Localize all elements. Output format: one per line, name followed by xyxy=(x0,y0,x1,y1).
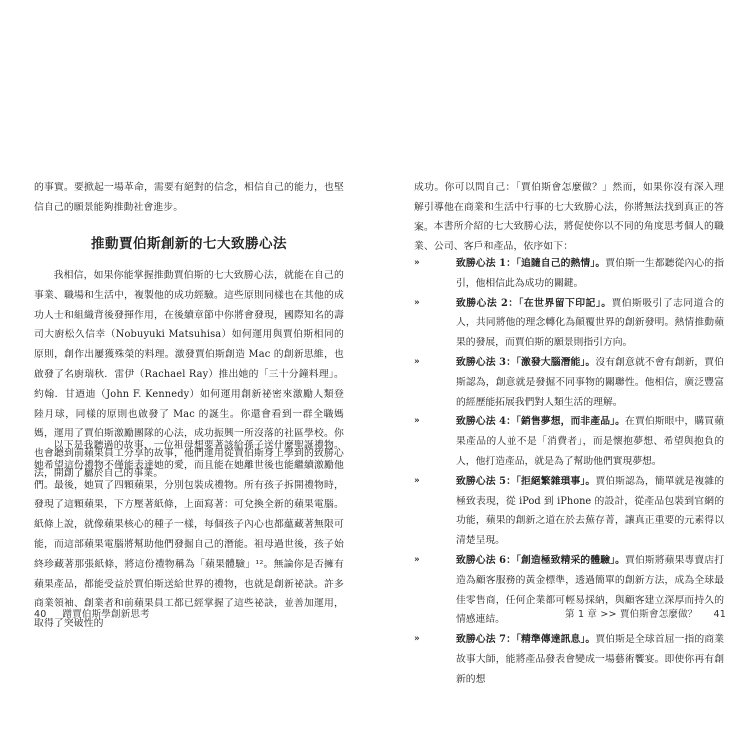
left-page-number: 40 xyxy=(34,609,47,620)
right-footer xyxy=(414,606,726,620)
method-text: 賈伯斯一生都聽從內心的指引，他相信此為成功的關鍵。 xyxy=(456,258,724,289)
right-running-chapter: 第 1 章 >> 賈伯斯會怎麼做？ xyxy=(565,609,698,620)
method-label: 致勝心法 2：「在世界留下印記」。 xyxy=(456,297,612,309)
method-label: 致勝心法 5：「拒絕繁雜瑣事」。 xyxy=(456,475,596,487)
right-page-number: 41 xyxy=(713,609,726,620)
method-label: 致勝心法 1：「追隨自己的熱情」。 xyxy=(456,258,606,269)
list-item xyxy=(414,412,724,471)
method-text: 沒有創意就不會有創新，賈伯斯認為，創意就是發掘不同事物的關聯性。他相信，廣泛豐富的經歷能拓展我們對人類生活的理解。 xyxy=(456,356,724,408)
list-item xyxy=(414,472,724,551)
method-label: 致勝心法 3：「激發大腦潛能」。 xyxy=(456,356,596,368)
arrow-icon: » xyxy=(414,356,420,367)
method-text: 賈伯斯是全球首屈一指的商業故事大師，能將產品發表會變成一場藝術饗宴。即使你再有創新的想 xyxy=(456,634,724,685)
list-item xyxy=(414,254,724,294)
section-heading: 推動賈伯斯創新的七大致勝心法 xyxy=(91,236,287,252)
method-text: 賈伯斯吸引了志同道合的人，共同將他的理念轉化為顛覆世界的創新發明。熱情推動蘋果的發展，而賈伯斯的願景則指引方向。 xyxy=(456,297,724,349)
body-paragraph-1: 我相信，如果你能掌握推動賈伯斯的七大致勝心法，就能在自己的事業、職場和生活中，複製他的成功經驗。這些原則同樣也在其他的成功人士和組織背後發揮作用，在後續章節中你將會發現，國際知名的壽司大廚松久信幸（Nobuyuki Matsuhisa）如何運用與賈伯斯相同的原則，創作出屢獲殊榮的料理。激發賈伯斯創造 Mac 的創新思維，也啟發了名廚瑞秋．雷伊（Rachael Ray）推出她的「三十分鐘料理」。約翰．甘迺迪（John F. Kennedy）如何運用創新祕密來激勵人類登陸月球，同樣的原則也啟發了 Mac 的誕生。你還會看到一群全職媽媽，運用了賈伯斯激勵團隊的心法，成功振興一所沒落的社區學校。你也會聽到前蘋果員工分享的故事，他們運用從賈伯斯身上學到的致勝心法，開創了屬於自己的事業。 xyxy=(34,270,344,479)
body-paragraph-0: 成功。你可以問自己：「賈伯斯會怎麼做？」然而，如果你沒有深入理解引導他在商業和生活中行事的七大致勝心法，你將無法找到真正的答案。 xyxy=(414,182,724,233)
arrow-icon: » xyxy=(414,297,420,308)
method-label: 致勝心法 4：「銷售夢想，而非產品」。 xyxy=(456,416,626,428)
method-text: 在賈伯斯眼中，購買蘋果產品的人並不是「消費者」，而是懷抱夢想、希望與抱負的人，他打造產品，就是為了幫助他們實現夢想。 xyxy=(456,416,724,467)
intro-paragraph: 的事實。要掀起一場革命，需要有絕對的信念，相信自己的能力，也堅信自己的願景能夠推動社會進步。 xyxy=(34,182,344,213)
methods-list xyxy=(414,254,724,690)
list-item xyxy=(414,630,724,689)
list-item xyxy=(414,353,724,412)
body-paragraph-2: 以下是我聽過的故事，一位祖母想要著該給孫子送什麼聖誕禮物。她希望這份禮物不僅能表達她的愛，而且能在她離世後也能繼續激勵他們。最後，她買了四顆蘋果，分別包裝成禮物。所有孩子拆開禮物時，發現了這顆蘋果，下方壓著紙條，上面寫著：可兌換全新的蘋果電腦。紙條上說，就像蘋果核心的種子一樣，每個孩子內心也都蘊藏著無限可能，而這部蘋果電腦將幫助他們發掘自己的潛能。祖母過世後，孩子始終珍藏著那張紙條，將這份禮物稱為「蘋果體驗」¹²。無論你是否擁有蘋果產品，都能受益於賈伯斯送給世界的禮物，也就是創新祕訣。許多商業領袖、創業者和前蘋果員工都已經掌握了這些祕訣，並善加運用，取得了突破性的 xyxy=(34,440,344,630)
list-item xyxy=(414,294,724,353)
arrow-icon: » xyxy=(414,258,420,268)
arrow-icon: » xyxy=(414,634,420,645)
method-label: 致勝心法 6：「創造極致精采的體驗」。 xyxy=(456,554,626,566)
left-footer xyxy=(34,606,150,620)
arrow-icon: » xyxy=(414,475,420,486)
method-text: 賈伯斯認為，簡單就是複雜的極致表現，從 iPod 到 iPhone 的設計，從產品包裝到官網的功能，蘋果的創新之道在於去蕪存菁，讓真正重要的元素得以清楚呈現。 xyxy=(456,475,724,547)
left-running-title: 蹭賈伯斯學創新思考 xyxy=(62,609,150,620)
method-text: 賈伯斯將蘋果專賣店打造為顧客服務的黃金標準，透過簡單的創新方法，成為全球最佳零售商，任何企業都可輕易採納，與顧客建立深厚而持久的情感連結。 xyxy=(456,554,724,626)
method-label: 致勝心法 7：「精準傳達訊息」。 xyxy=(456,634,596,646)
arrow-icon: » xyxy=(414,554,420,565)
body-paragraph-intro-list: 本書所介紹的七大致勝心法，將促使你以不同的角度思考個人的職業、公司、客戶和產品，依序如下： xyxy=(414,221,724,252)
arrow-icon: » xyxy=(414,416,420,427)
